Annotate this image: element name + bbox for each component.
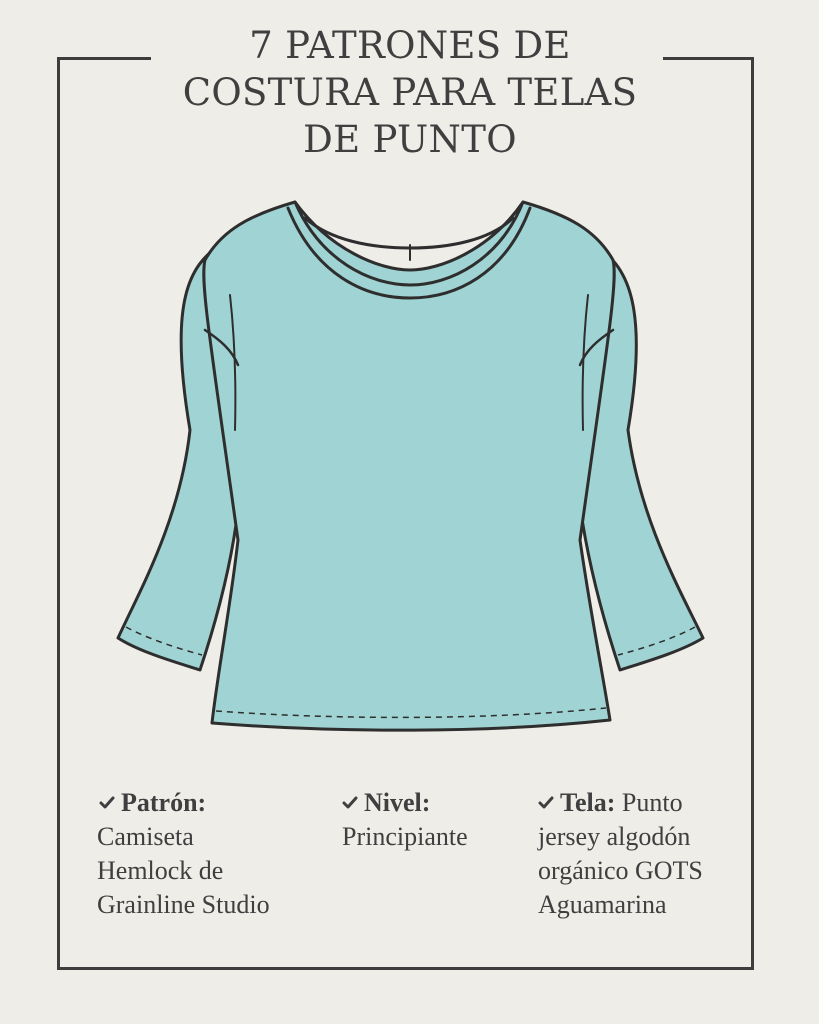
frame-left <box>57 57 60 970</box>
shirt-body <box>204 202 614 730</box>
pattern-value-line-2: Hemlock de <box>97 856 224 885</box>
level-label: Nivel: <box>364 788 431 817</box>
frame-top-right <box>663 57 754 60</box>
pattern-value-line-3: Grainline Studio <box>97 890 270 919</box>
page-title <box>150 22 670 163</box>
frame-bottom <box>57 967 754 970</box>
pattern-label: Patrón: <box>121 788 207 817</box>
frame-top-left <box>57 57 151 60</box>
title-line-2: COSTURA PARA TELAS <box>182 71 638 114</box>
checkmark-icon <box>538 796 554 810</box>
fabric-value-line-1: jersey algodón <box>538 822 691 851</box>
pattern-value-line-1: Camiseta <box>97 822 194 851</box>
checkmark-icon <box>99 796 115 810</box>
long-sleeve-tshirt-illustration <box>110 190 710 735</box>
checkmark-icon <box>342 796 358 810</box>
level-value: Principiante <box>342 822 468 851</box>
frame-right <box>751 57 754 970</box>
fabric-value-line-2: orgánico GOTS <box>538 856 703 885</box>
fabric-info <box>538 786 738 922</box>
pattern-info <box>97 786 327 922</box>
level-info <box>342 786 522 854</box>
fabric-value-line-3: Aguamarina <box>538 890 667 919</box>
fabric-label: Tela: <box>560 788 616 817</box>
title-line-1: 7 PATRONES DE <box>249 24 571 67</box>
title-line-3: DE PUNTO <box>303 118 517 161</box>
fabric-value-inline: Punto <box>621 788 683 817</box>
